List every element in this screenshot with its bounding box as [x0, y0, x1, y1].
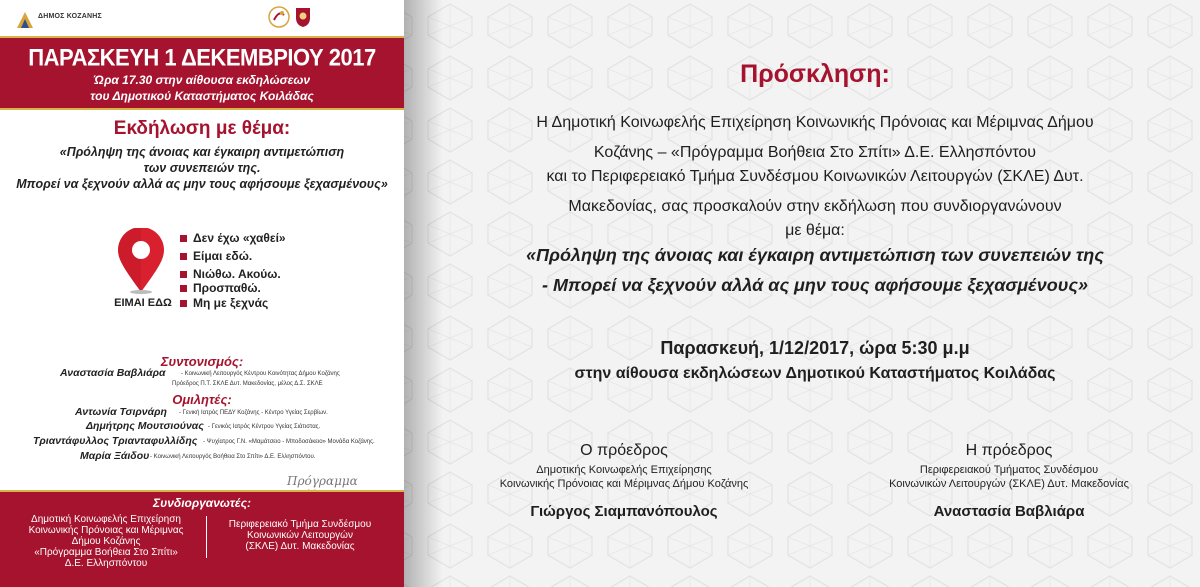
date-title: ΠΑΡΑΣΚΕΥΗ 1 ΔΕΚΕΜΒΡΙΟΥ 2017 [28, 43, 376, 72]
speaker-name: Αντωνία Τσιρνάρη [75, 406, 167, 418]
invitation-topic-line: «Πρόληψη της άνοιας και έγκαιρη αντιμετώπιση των συνεπειών της [526, 245, 1104, 265]
co-org-line: (ΣΚΛΕ) Δυτ. Μακεδονίας [245, 541, 355, 552]
signature-title: Ο πρόεδρος [580, 442, 668, 459]
co-org-line: Περιφερειακό Τμήμα Συνδέσμου [228, 519, 372, 530]
logo-row [0, 0, 404, 36]
speakers-heading: Ομιλητές: [172, 392, 232, 407]
invitation-body-line: με θέμα: [785, 222, 845, 239]
bullet-text: Μη με ξεχνάς [193, 296, 269, 310]
bullet-text: Δεν έχω «χαθεί» [193, 231, 286, 245]
bullet-item [181, 296, 268, 310]
pin-label: ΕΙΜΑΙ ΕΔΩ [114, 297, 172, 309]
speaker-role: - Γενικός Ιατρός Κέντρου Υγείας Σιάτιστας. [208, 424, 321, 430]
signature-org: Κοινωνικών Λειτουργών (ΣΚΛΕ) Δυτ. Μακεδονίας [889, 478, 1129, 490]
speaker-role: - Γενική Ιατρός ΠΕΔΥ Κοζάνης - Κέντρο Υγείας Σερβίων. [179, 410, 328, 416]
signature-org: Περιφερειακού Τμήματος Συνδέσμου [919, 464, 1099, 476]
signature-right [809, 442, 1200, 520]
skle-shield-icon [294, 6, 312, 28]
co-org-line: «Πρόγραμμα Βοήθεια Στο Σπίτι» [34, 547, 178, 558]
programme-logo-icon [268, 6, 290, 28]
signature-name: Αναστασία Βαβλιάρα [933, 503, 1085, 520]
bullet-item [181, 231, 286, 245]
venue-line: του Δημοτικού Καταστήματος Κοιλάδας [90, 89, 314, 103]
signature-org: Κοινωνικής Πρόνοιας και Μέριμνας Δήμου Κοζάνης [499, 478, 749, 490]
co-org-line: Δήμου Κοζάνης [71, 536, 141, 547]
co-org-divider [206, 516, 207, 558]
co-org-line: Δημοτική Κοινωφελής Επιχείρηση [31, 514, 181, 525]
date-banner [0, 38, 404, 108]
coordination-heading: Συντονισμός: [160, 354, 244, 369]
bullet-text: Είμαι εδώ. [193, 249, 253, 263]
invitation-body-line: Η Δημοτική Κοινωφελής Επιχείρηση Κοινωνικής Πρόνοιας και Μέριμνας Δήμου [536, 114, 1094, 131]
signature-name: Γιώργος Σιαμπανόπουλος [530, 503, 718, 520]
bullet-item [181, 249, 252, 263]
bullet-text: Προσπαθώ. [193, 281, 261, 295]
invitation-body-line: Κοζάνης – «Πρόγραμμα Βοήθεια Στο Σπίτι» Δ.Ε. Ελλησπόντου [593, 144, 1037, 161]
bullet-continuation [181, 281, 261, 295]
event-topic-line: «Πρόληψη της άνοιας και έγκαιρη αντιμετώπιση [59, 145, 345, 159]
speaker-name: Δημήτρης Μουτσιούνας [86, 420, 204, 432]
co-organizer-left [8, 514, 204, 569]
invitation-date: Παρασκευή, 1/12/2017, ώρα 5:30 μ.μ [660, 338, 970, 358]
event-topic-line: των συνεπειών της. [143, 161, 261, 175]
co-organizers-banner [0, 492, 404, 587]
co-org-line: Κοινωνικής Πρόνοιας και Μέριμνας [28, 525, 184, 536]
poster [0, 0, 404, 587]
invitation-topic-line: - Μπορεί να ξεχνούν αλλά ας μην τους αφήσουμε ξεχασμένους» [541, 275, 1089, 295]
location-pin-icon [115, 228, 167, 294]
co-org-line: Δ.Ε. Ελλησπόντου [64, 558, 148, 569]
dimos-kozanis-text: ΔΗΜΟΣ ΚΟΖΑΝΗΣ [38, 13, 102, 20]
invitation-title: Πρόσκληση: [740, 60, 890, 88]
bullet-text: Νιώθω. Ακούω. [193, 267, 281, 281]
signature-left [424, 442, 824, 520]
speaker-role: - Ψυχίατρος Γ.Ν. «Μαμάτσειο - Μποδοσάκειο» Μονάδα Κοζάνης. [203, 439, 375, 445]
invitation-venue: στην αίθουσα εκδηλώσεων Δημοτικού Καταστήματος Κοιλάδας [574, 365, 1056, 382]
event-title: Εκδήλωση με θέμα: [113, 118, 291, 139]
invitation-body-line: και το Περιφερειακό Τμήμα Συνδέσμου Κοινωνικών Λειτουργών (ΣΚΛΕ) Δυτ. [546, 168, 1084, 185]
coordinator-role: - Κοινωνική Λειτουργός Κέντρου Κοινότητας Δήμου Κοζάνης [181, 371, 340, 377]
skle-logo-text-icon [316, 9, 378, 23]
co-organizers-heading: Συνδιοργανωτές: [153, 496, 251, 510]
co-organizer-right [215, 519, 385, 552]
time-line: Ώρα 17.30 στην αίθουσα εκδηλώσεων [93, 73, 311, 87]
event-topic-line: Μπορεί να ξεχνούν αλλά ας μην τους αφήσουμε ξεχασμένους» [16, 177, 388, 191]
bullet-item [181, 267, 281, 281]
co-org-line: Κοινωνικών Λειτουργών [247, 530, 353, 541]
speaker-name: Τριαντάφυλλος Τριανταφυλλίδης [33, 435, 198, 447]
dimos-kozanis-logo-icon [14, 10, 36, 30]
signature-org: Δημοτικής Κοινωφελής Επιχείρησης [536, 464, 712, 476]
speaker-name: Μαρία Ξάιδου [80, 450, 150, 462]
coordinator-role: Πρόεδρος Π.Τ. ΣΚΛΕ Δυτ. Μακεδονίας, μέλος Δ.Σ. ΣΚΛΕ [172, 381, 323, 387]
invitation-body-line: Μακεδονίας, σας προσκαλούν στην εκδήλωση που συνδιοργανώνουν [568, 198, 1062, 215]
coordinator-name: Αναστασία Βαβλιάρα [60, 367, 166, 379]
signature-title: Η πρόεδρος [965, 442, 1053, 459]
speaker-role: - Κοινωνική Λειτουργός Βοήθεια Στο Σπίτι» Δ.Ε. Ελλησπόντου. [150, 454, 316, 460]
gold-divider [0, 108, 404, 110]
programme-logo-text: Πρόγραμμα [287, 474, 358, 488]
